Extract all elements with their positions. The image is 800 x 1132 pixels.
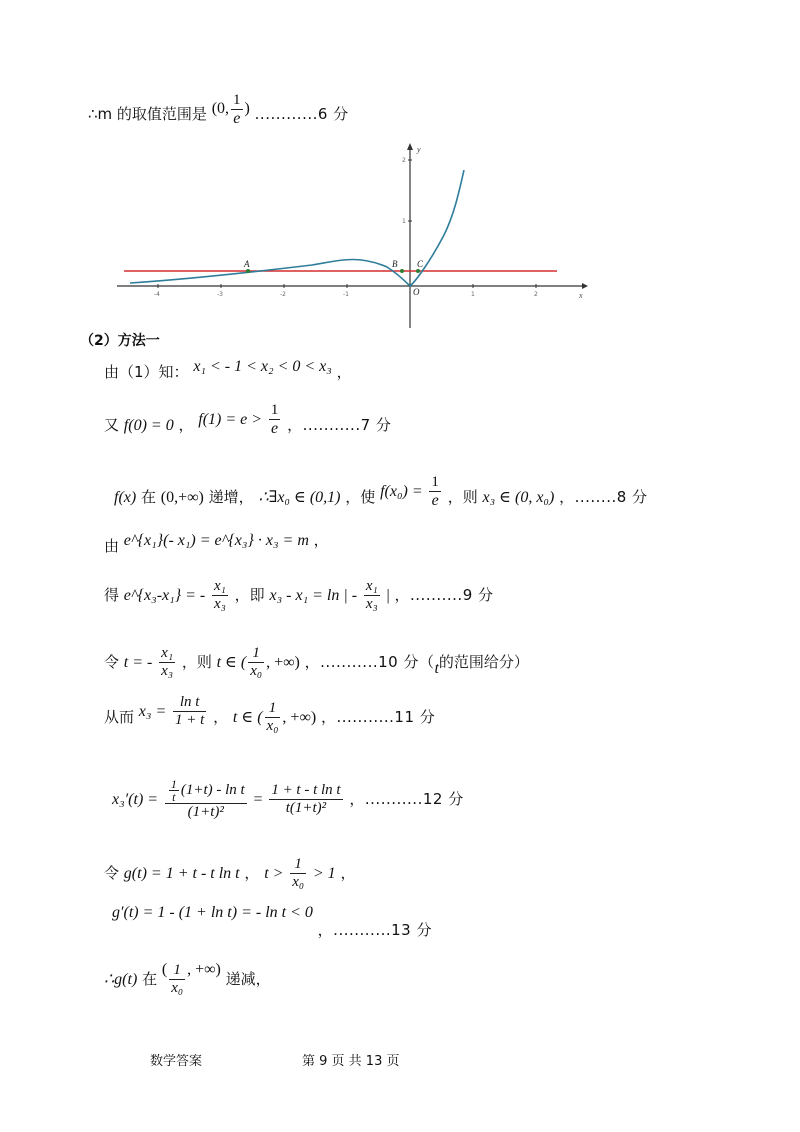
score-11: ，...........11 分 — [320, 708, 436, 726]
comma: ， — [178, 416, 194, 434]
fx0-expr: f(x₀) = — [380, 483, 423, 500]
equation-m-expr: e^{x₁}(- x₁) = e^{x₃} · x₃ = m — [123, 532, 309, 549]
curve-f — [130, 170, 464, 286]
score-8: ，........8 分 — [559, 488, 648, 506]
score-10: ，...........10 分（ — [304, 653, 435, 671]
x-tick-label: -3 — [217, 291, 223, 298]
frac-1-over-e: $\frac{1}{e}$ — [270, 402, 279, 437]
text-then: ，则 — [447, 488, 478, 506]
y-axis-arrow-icon — [407, 143, 413, 150]
to-infinity: , +∞) — [187, 961, 221, 978]
point-a-marker — [246, 269, 250, 273]
comma: ， — [340, 864, 356, 882]
score-12: ，...........12 分 — [349, 790, 464, 808]
interval-positive: (0,+∞) — [160, 489, 204, 506]
point-b-marker — [400, 269, 404, 273]
text-decreasing: 递减， — [225, 970, 271, 988]
to-infinity: , +∞) — [266, 654, 300, 671]
exp-diff-expr: e^{x₃-x₁} = - — [123, 587, 206, 604]
x-tick-label: -2 — [280, 291, 286, 298]
frac-simplified: $\frac{\text{1 + t - t ln t}}{\text{t(1+t)²}}$ — [271, 782, 341, 816]
line-g-prime — [112, 902, 432, 939]
line-f-values — [104, 402, 392, 443]
range-note: 的范围给分） — [438, 653, 529, 671]
root-order-expr: x₁ < - 1 < x₂ < 0 < x₃ — [193, 358, 332, 375]
section-heading: （2）方法一 — [80, 333, 160, 349]
get-prefix: 得 — [104, 586, 120, 604]
y-tick-label: 2 — [402, 157, 406, 164]
from-part1-prefix: 由（1）知： — [104, 363, 189, 381]
score-7: ，...........7 分 — [287, 416, 392, 434]
x-tick-label: 2 — [534, 291, 538, 298]
t-range-expr: t ∈ ( — [216, 654, 247, 671]
text-then: ，则 — [181, 653, 212, 671]
line-from-part1 — [104, 358, 352, 383]
frac-1-over-e: $\frac{1}{e}$ — [431, 474, 439, 509]
origin-label: O — [413, 287, 420, 297]
frac-1-over-x0: $\frac{1}{\text{x₀}}$ — [292, 856, 305, 890]
gt-one: > 1 — [312, 865, 336, 882]
equals-sign: = — [253, 791, 263, 808]
footer-page-number: 第 9 页 共 13 页 — [302, 1054, 400, 1069]
score-9: ，..........9 分 — [394, 586, 494, 604]
comma: ， — [244, 864, 260, 882]
text-zai: 在 — [140, 488, 156, 506]
y-tick-label: 1 — [402, 218, 406, 225]
y-axis-label: y — [417, 145, 421, 154]
line-g-decreasing — [104, 962, 271, 997]
let-prefix: 令 — [104, 653, 120, 671]
comma: ， — [336, 363, 352, 381]
log-diff-expr: x₃ - x₁ = ln | - — [269, 587, 358, 604]
point-c-label: C — [417, 259, 424, 269]
frac-x1-over-x3: $\frac{\text{x₁}}{\text{x₃}}$ — [161, 645, 174, 679]
thus-prefix: 从而 — [104, 708, 135, 726]
line-derive — [104, 578, 494, 613]
comma: ， — [313, 531, 329, 549]
line-f-increasing — [114, 474, 648, 515]
function-graph — [112, 140, 592, 330]
interval-expr: (0, $\frac{1}{e}$ ) — [211, 92, 250, 127]
g-def-expr: g(t) = 1 + t - t ln t — [123, 865, 240, 882]
also-prefix: 又 — [104, 416, 120, 434]
therefore-g-expr: ∴g(t) — [104, 971, 138, 988]
point-b-label: B — [392, 259, 398, 269]
g-prime-expr: g′(t) = 1 - (1 + ln t) = - ln t < 0 — [112, 904, 313, 921]
f0-expr: f(0) = 0 — [123, 417, 174, 434]
footer-subject: 数学答案 — [150, 1054, 203, 1069]
x-tick-label: 1 — [471, 291, 475, 298]
range-conclusion — [88, 92, 349, 133]
frac-1-over-x0: $\frac{1}{\text{x₀}}$ — [171, 962, 184, 996]
line-let-g — [104, 856, 355, 891]
text-zai: 在 — [142, 970, 158, 988]
point-a-label: A — [244, 259, 250, 269]
t-range-expr: t ∈ ( — [232, 709, 263, 726]
t-symbol: t — [434, 660, 439, 677]
fx-expr: f(x) — [114, 489, 137, 506]
t-gt-expr: t > — [264, 865, 284, 882]
score-13: ，...........13 分 — [317, 921, 432, 939]
x-axis-label: x — [579, 291, 583, 300]
exists-x0-expr: ∴∃x₀ ∈ (0,1) — [258, 489, 341, 506]
line-let-t — [104, 645, 529, 680]
to-infinity: , +∞) — [282, 709, 317, 726]
line-equation-m — [104, 530, 329, 555]
x-tick-label: -4 — [154, 291, 160, 298]
text-namely: ，即 — [234, 586, 265, 604]
text-increasing: 递增， — [208, 488, 254, 506]
frac-1-over-x0: $\frac{1}{\text{x₀}}$ — [266, 700, 279, 734]
point-c-marker — [416, 269, 420, 273]
x3-range-expr: x₃ ∈ (0, x₀) — [482, 489, 555, 506]
line-x3-of-t — [104, 694, 436, 735]
frac-1-over-x0: $\frac{1}{\text{x₀}}$ — [250, 645, 263, 679]
frac-derivative: $\frac{1}{t}$ (1+t) - ln t (1+t)² — [165, 778, 247, 821]
by-prefix: 由 — [104, 537, 120, 555]
t-def-expr: t = - — [123, 654, 153, 671]
let-prefix: 令 — [104, 864, 120, 882]
line-derivative — [112, 778, 464, 821]
paren-open: ( — [161, 961, 168, 978]
x-tick-label: -1 — [343, 291, 349, 298]
conclusion-prefix: ∴m 的取值范围是 — [88, 105, 207, 124]
frac-x1-over-x3: $\frac{\text{x₁}}{\text{x₃}}$ — [365, 578, 378, 612]
x-axis-arrow-icon — [582, 283, 588, 289]
x3-def-expr: x₃ = — [138, 703, 167, 720]
frac-x1-over-x3: $\frac{\text{x₁}}{\text{x₃}}$ — [214, 578, 226, 612]
comma: ， — [213, 708, 229, 726]
x3-prime-expr: x₃′(t) = — [112, 791, 159, 808]
text-such-that: ，使 — [345, 488, 376, 506]
abs-bar: | — [386, 587, 390, 604]
frac-lnt-over-1pt: $\frac{\text{ln t}}{1 + t}$ — [175, 694, 205, 728]
f1-expr: f(1) = e > — [198, 411, 263, 428]
score-6: ............6 分 — [254, 105, 349, 124]
